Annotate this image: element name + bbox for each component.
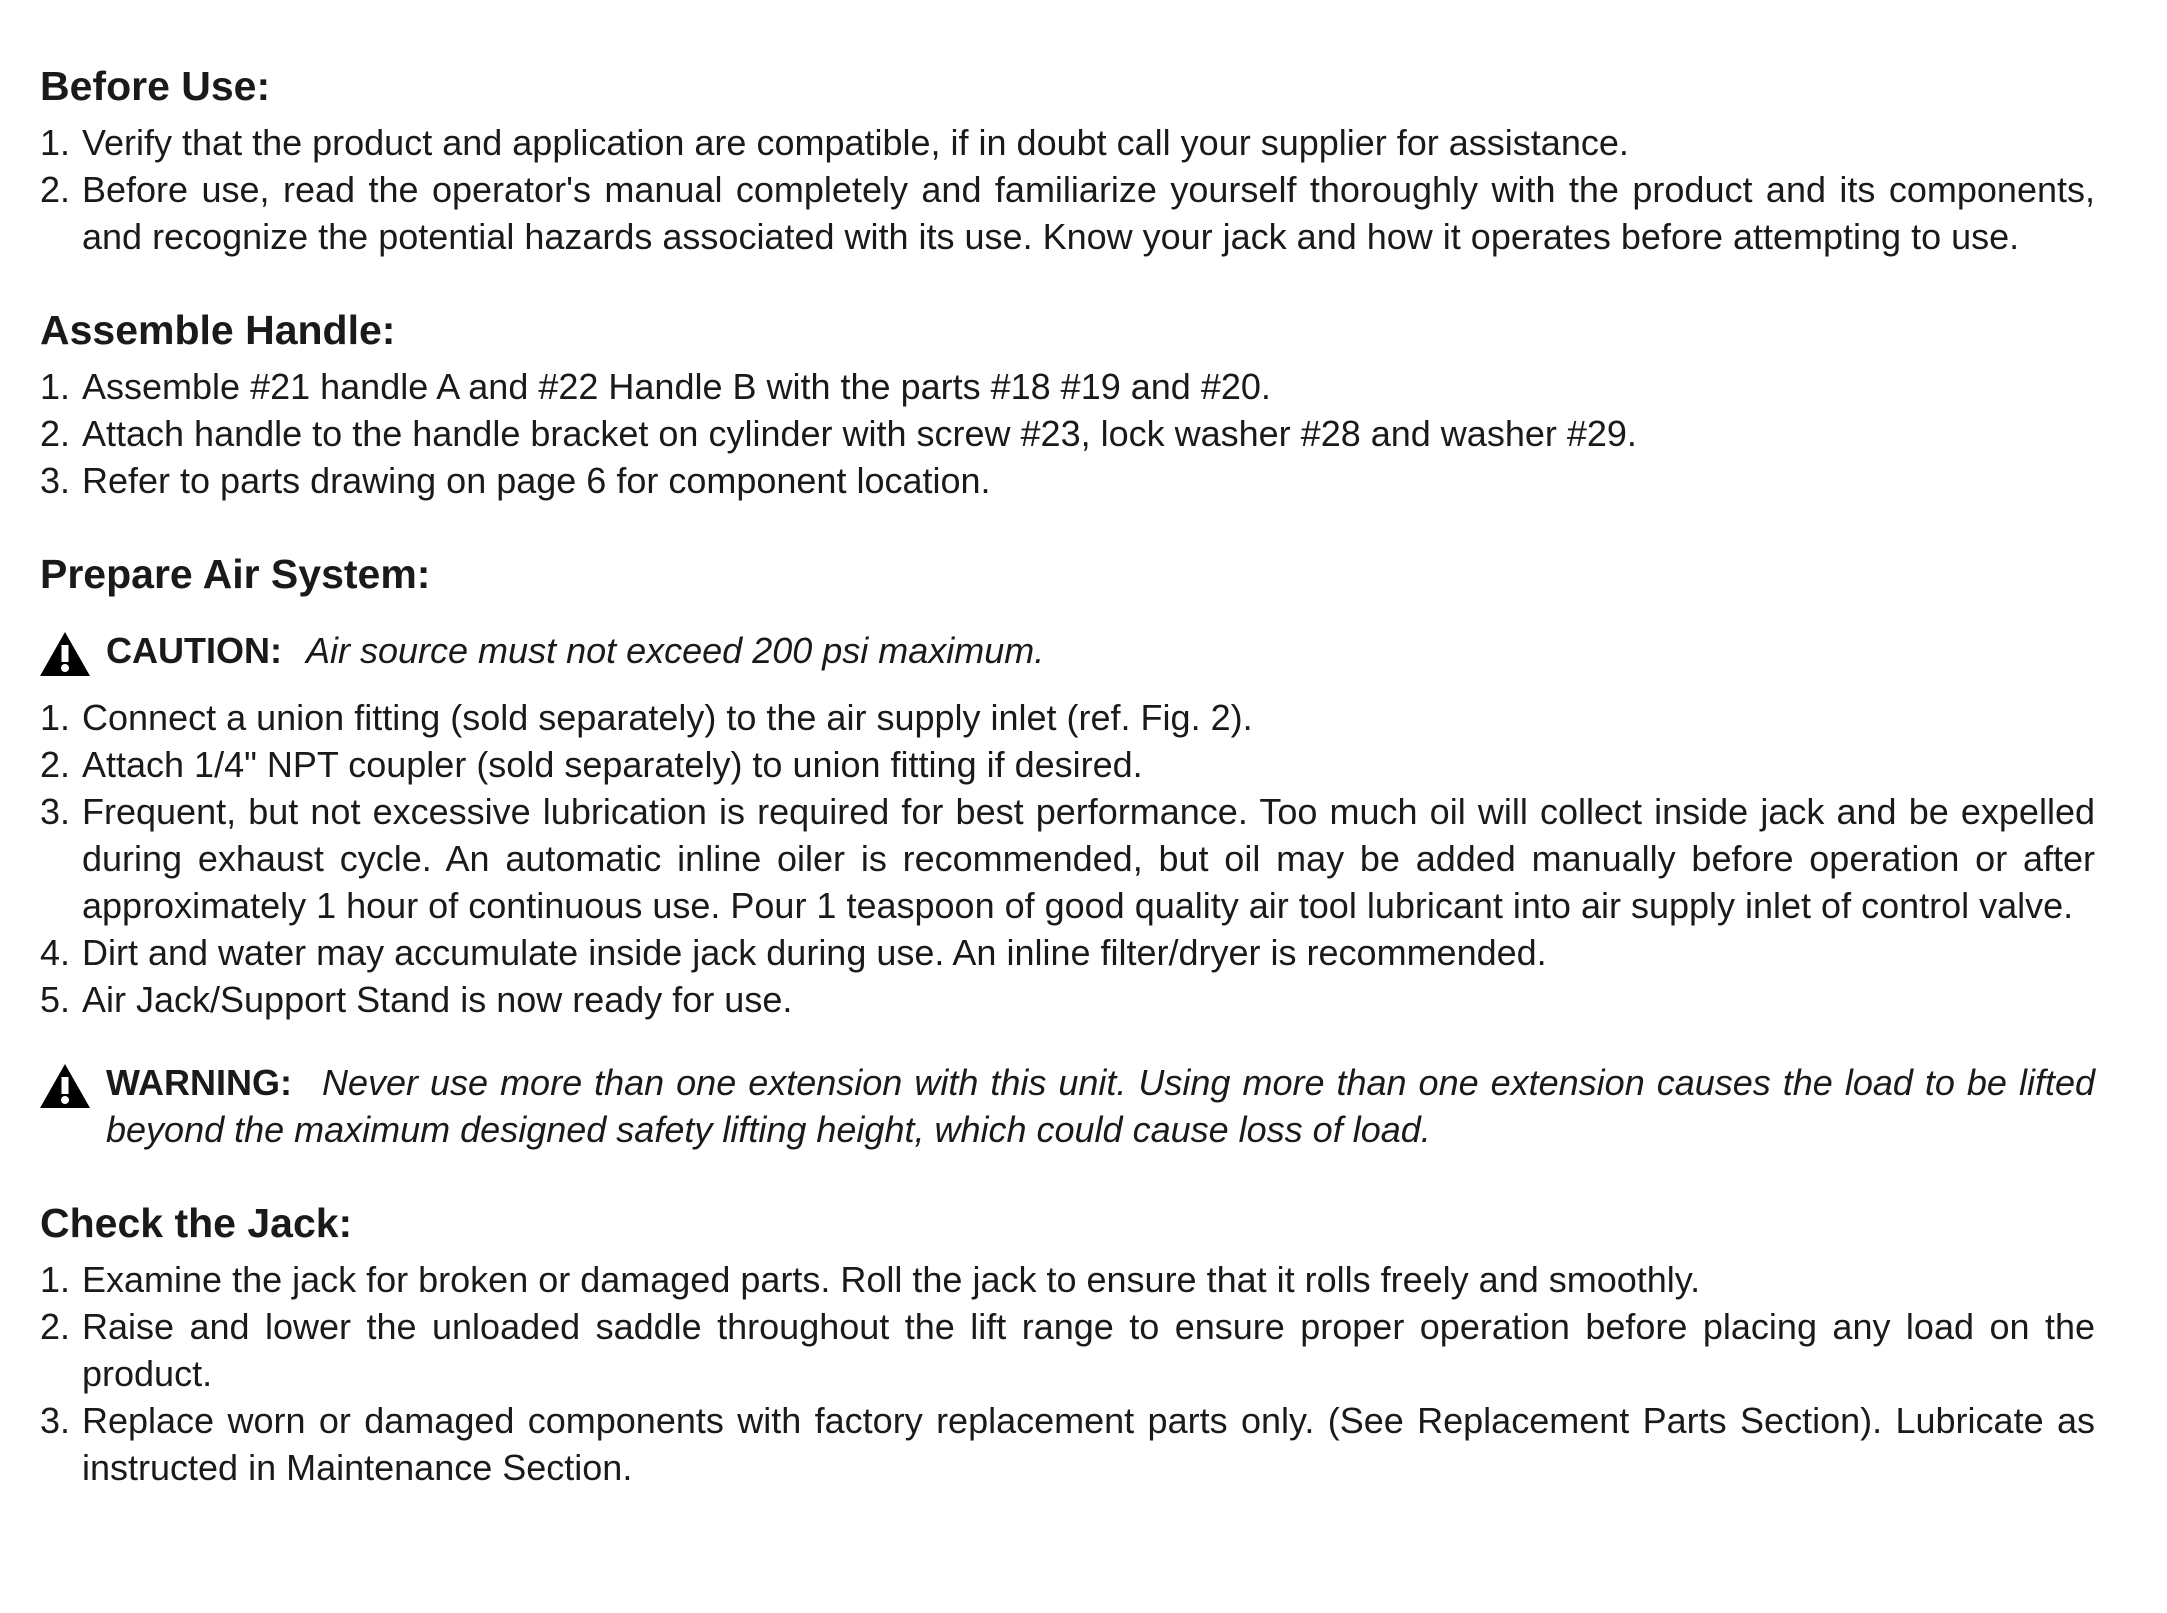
section-check-the-jack xyxy=(40,1197,2095,1491)
list-item xyxy=(40,1256,2095,1303)
item-text: Raise and lower the unloaded saddle throughout the lift range to ensure proper operation before placing any load on the product. xyxy=(82,1306,2095,1394)
list-item xyxy=(40,166,2095,260)
item-number: 2. xyxy=(40,1306,71,1347)
numbered-list xyxy=(40,694,2095,1023)
section-prepare-air-system xyxy=(40,548,2095,1153)
caution-body xyxy=(106,627,2095,674)
item-number: 2. xyxy=(40,413,71,454)
list-item xyxy=(40,694,2095,741)
warning-triangle-icon xyxy=(40,627,106,676)
item-text: Assemble #21 handle A and #22 Handle B with the parts #18 #19 and #20. xyxy=(82,366,1271,407)
item-number: 4. xyxy=(40,932,71,973)
item-number: 1. xyxy=(40,1259,71,1300)
item-text: Attach 1/4" NPT coupler (sold separately) to union fitting if desired. xyxy=(82,744,1143,785)
warning-text: Never use more than one extension with this unit. Using more than one extension causes the load to be lifted beyond the maximum designed safety lifting height, which could cause loss of load. xyxy=(106,1062,2096,1150)
section-before-use xyxy=(40,60,2095,260)
item-text: Before use, read the operator's manual completely and familiarize yourself thoroughly with the product and its components, and recognize the potential hazards associated with its use. Know your jack and how it operates before attempting to use. xyxy=(82,169,2095,257)
item-text: Frequent, but not excessive lubrication is required for best performance. Too much oil will collect inside jack and be expelled during exhaust cycle. An automatic inline oiler is recommended, but oil may be added manually before operation or after approximately 1 hour of continuous use. Pour 1 teaspoon of good quality air tool lubricant into air supply inlet of control valve. xyxy=(82,791,2095,926)
section-heading: Check the Jack: xyxy=(40,1200,353,1246)
item-number: 3. xyxy=(40,460,71,501)
list-item xyxy=(40,363,2095,410)
list-item xyxy=(40,119,2095,166)
warning-body xyxy=(106,1059,2095,1153)
caution-text: Air source must not exceed 200 psi maximum. xyxy=(306,630,1045,671)
item-number: 5. xyxy=(40,979,71,1020)
section-assemble-handle xyxy=(40,304,2095,504)
item-text: Refer to parts drawing on page 6 for component location. xyxy=(82,460,991,501)
list-item xyxy=(40,1303,2095,1397)
item-number: 1. xyxy=(40,366,71,407)
warning-callout xyxy=(40,1059,2095,1153)
item-number: 2. xyxy=(40,744,71,785)
list-item xyxy=(40,741,2095,788)
section-heading: Assemble Handle: xyxy=(40,307,396,353)
item-text: Replace worn or damaged components with factory replacement parts only. (See Replacement Parts Section). Lubricate as instructed in Maintenance Section. xyxy=(82,1400,2095,1488)
item-text: Examine the jack for broken or damaged parts. Roll the jack to ensure that it rolls freely and smoothly. xyxy=(82,1259,1701,1300)
warning-triangle-icon xyxy=(40,1059,106,1108)
caution-label: CAUTION: xyxy=(106,630,282,671)
numbered-list xyxy=(40,363,2095,504)
item-number: 1. xyxy=(40,122,71,163)
item-number: 1. xyxy=(40,697,71,738)
list-item xyxy=(40,410,2095,457)
list-item xyxy=(40,788,2095,929)
item-number: 2. xyxy=(40,169,71,210)
section-heading: Prepare Air System: xyxy=(40,551,431,597)
list-item xyxy=(40,929,2095,976)
item-number: 3. xyxy=(40,1400,71,1441)
item-text: Verify that the product and application are compatible, if in doubt call your supplier for assistance. xyxy=(82,122,1629,163)
numbered-list xyxy=(40,119,2095,260)
caution-callout xyxy=(40,627,2095,676)
item-text: Dirt and water may accumulate inside jack during use. An inline filter/dryer is recommended. xyxy=(82,932,1547,973)
list-item xyxy=(40,976,2095,1023)
item-text: Connect a union fitting (sold separately) to the air supply inlet (ref. Fig. 2). xyxy=(82,697,1253,738)
section-heading: Before Use: xyxy=(40,63,271,109)
numbered-list xyxy=(40,1256,2095,1491)
list-item xyxy=(40,1397,2095,1491)
item-text: Air Jack/Support Stand is now ready for use. xyxy=(82,979,793,1020)
list-item xyxy=(40,457,2095,504)
item-number: 3. xyxy=(40,791,71,832)
warning-label: WARNING: xyxy=(106,1062,292,1103)
item-text: Attach handle to the handle bracket on cylinder with screw #23, lock washer #28 and washer #29. xyxy=(82,413,1637,454)
